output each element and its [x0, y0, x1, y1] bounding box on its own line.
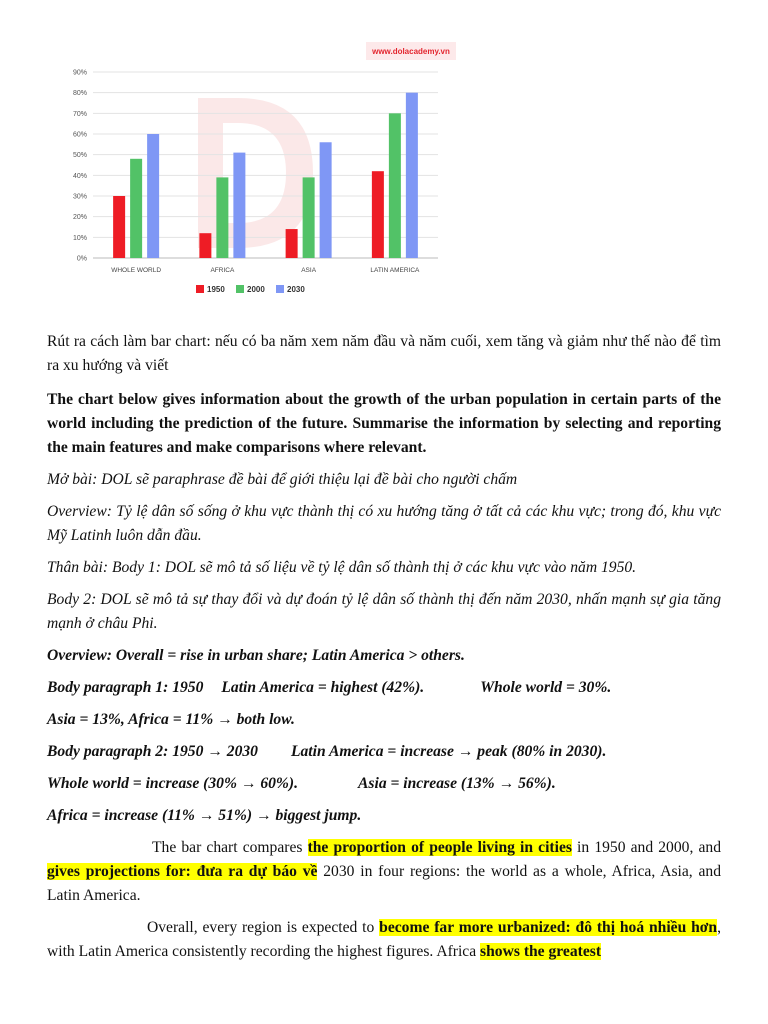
x-tick-label: ASIA: [301, 267, 317, 274]
y-tick-label: 90%: [72, 69, 87, 77]
y-tick-label: 60%: [72, 131, 87, 139]
bar: [130, 159, 142, 258]
body2-vi: Body 2: DOL sẽ mô tả sự thay đổi và dự đoán tỷ lệ dân số thành thị đến năm 2030, nhấn mạnh sự gia tăng mạnh ở châu Phi.: [47, 591, 721, 632]
intro-text-1: The bar chart compares: [152, 839, 308, 856]
overall-text-1: Overall, every region is expected to: [147, 919, 380, 936]
legend-label: 1950: [207, 285, 225, 294]
bar: [320, 142, 332, 258]
x-tick-label: WHOLE WORLD: [111, 267, 162, 274]
legend-label: 2000: [247, 285, 265, 294]
highlight-greatest: shows the greatest: [480, 943, 602, 960]
bp1-latin: Latin America = highest (42%).: [221, 679, 425, 696]
highlight-projections: gives projections for: đưa ra dự báo về: [47, 863, 318, 880]
bp1-asia-africa: Asia = 13%, Africa = 11% → both low.: [47, 711, 295, 728]
y-tick-label: 50%: [72, 152, 87, 160]
legend-swatch: [236, 285, 244, 293]
bp1-world: Whole world = 30%.: [480, 679, 612, 696]
bar: [199, 233, 211, 258]
body-paragraph-2: [47, 740, 721, 764]
y-tick-label: 0%: [76, 255, 87, 263]
overall-paragraph: [47, 916, 721, 964]
y-tick-label: 30%: [72, 193, 87, 201]
mo-bai: Mở bài: DOL sẽ paraphrase đề bài để giới thiệu lại đề bài cho người chấm: [47, 471, 518, 488]
bar: [147, 134, 159, 258]
y-tick-label: 40%: [72, 172, 87, 180]
y-tick-label: 70%: [72, 110, 87, 118]
y-tick-label: 10%: [72, 234, 87, 242]
bp2-world-asia: [47, 772, 721, 796]
bar: [389, 113, 401, 258]
watermark-link: www.dolacademy.vn: [366, 42, 456, 60]
highlight-urbanized: become far more urbanized: đô thị hoá nhiều hơn: [379, 919, 718, 936]
chart-canvas: [48, 38, 458, 318]
overview-vi: Overview: Tỷ lệ dân số sống ở khu vực thành thị có xu hướng tăng ở tất cả các khu vực; trong đó, khu vực Mỹ Latinh luôn dẫn đầu.: [47, 503, 721, 544]
bp2-asia: Asia = increase (13% → 56%).: [358, 775, 556, 792]
bar: [233, 153, 245, 258]
bar: [216, 177, 228, 258]
bp2-latin: Latin America = increase → peak (80% in 2030).: [290, 743, 607, 760]
overview-en: Overview: Overall = rise in urban share; Latin America > others.: [47, 647, 465, 664]
bp2-africa: Africa = increase (11% → 51%) → biggest jump.: [47, 807, 362, 824]
legend-label: 2030: [287, 285, 305, 294]
intro-text-3: 2030 in four regions: the world as a whole, Africa, Asia, and Latin America.: [47, 863, 721, 904]
bar: [286, 229, 298, 258]
bar: [113, 196, 125, 258]
bar: [372, 171, 384, 258]
bp2-world: Whole world = increase (30% → 60%).: [47, 775, 299, 792]
bp2-label: Body paragraph 2: 1950 → 2030: [47, 743, 258, 760]
overall-text-2: , with Latin America consistently recording the highest figures. Africa: [47, 919, 721, 960]
than-bai: Thân bài: Body 1: DOL sẽ mô tả số liệu về tỷ lệ dân số thành thị ở các khu vực vào năm 1950.: [47, 559, 637, 576]
body-paragraph-1: [47, 676, 721, 700]
bar-chart: [48, 38, 458, 318]
task-prompt: The chart below gives information about the growth of the urban population in certain parts of the world including the prediction of the future. Summarise the information by selecting and reporting the main features and make comparisons where relevant.: [47, 391, 721, 456]
highlight-proportion: the proportion of people living in cities: [307, 839, 572, 856]
y-tick-label: 80%: [72, 90, 87, 98]
intro-paragraph: [47, 836, 721, 908]
intro-text-2: in 1950 and 2000, and: [571, 839, 721, 856]
x-tick-label: LATIN AMERICA: [370, 267, 420, 274]
bar: [406, 93, 418, 258]
main-text: [47, 330, 721, 964]
bar: [303, 177, 315, 258]
dol-logo-watermark: [198, 98, 313, 248]
legend-swatch: [196, 285, 204, 293]
bp1-label: Body paragraph 1: 1950: [47, 679, 204, 696]
legend-swatch: [276, 285, 284, 293]
y-tick-label: 20%: [72, 214, 87, 222]
x-tick-label: AFRICA: [210, 267, 235, 274]
note-paragraph: Rút ra cách làm bar chart: nếu có ba năm xem năm đầu và năm cuối, xem tăng và giảm như thế nào để tìm ra xu hướng và viết: [47, 333, 721, 374]
